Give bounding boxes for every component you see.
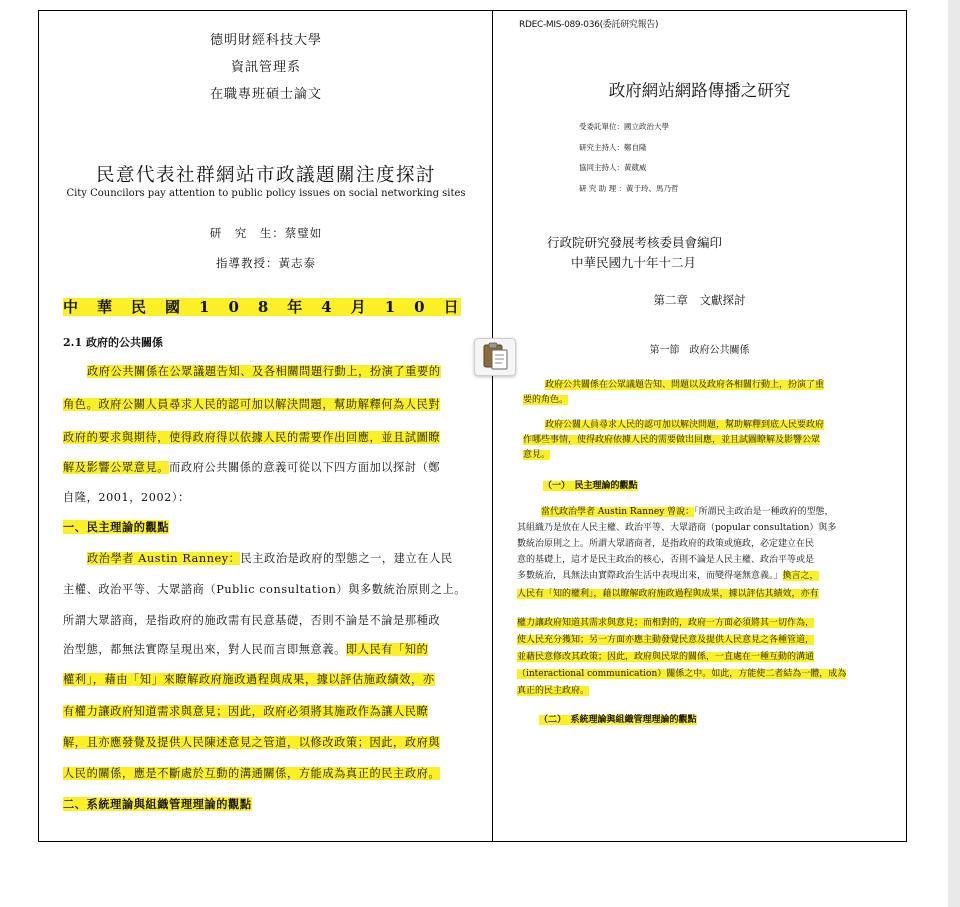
thesis-date: 中 華 民 國 1 0 8 年 4 月 1 0 日 xyxy=(63,298,461,316)
student-name: 研 究 生：蔡璧如 xyxy=(209,226,323,240)
body-line: 人民有「知的權利」，藉以瞭解政府施政過程與成果，據以評估其績效，亦有 xyxy=(517,589,819,599)
section-heading: 第一節 政府公共關係 xyxy=(649,345,750,356)
right-document-page xyxy=(492,10,907,842)
body-line: 角色。政府公關人員尋求人民的認可加以解決問題，幫助解釋何為人民對 xyxy=(63,398,441,411)
body-line: 其組織乃是放在人民主權、政治平等、大眾諮商（popular consultation）與多 xyxy=(517,523,837,533)
report-id: RDEC-MIS-089-036(委託研究報告) xyxy=(519,20,659,30)
body-line: 意的基礎上，這才是民主政治的核心，否則不論是人民主權、政治平等或是 xyxy=(517,555,815,565)
subsection-heading: （一） 民主理論的觀點 xyxy=(543,481,638,491)
credit-line: 研究主持人：鄭自隆 xyxy=(579,143,647,152)
advisor-name: 指導教授：黃志泰 xyxy=(216,256,316,270)
body-line: 真正的民主政府。 xyxy=(517,686,590,696)
body-line: 多數統治，具無法由實際政治生活中表現出來，而變得毫無意義。」換言之， xyxy=(517,571,819,581)
thesis-title-zh: 民意代表社群網站市政議題關注度探討 xyxy=(95,165,436,186)
body-line: 權利」，藉由「知」來瞭解政府施政過程與成果，據以評估施政績效，亦 xyxy=(63,673,435,686)
body-line: 當代政治學者 Austin Ranney 曾說：「所謂民主政治是一種政府的型態， xyxy=(541,507,834,517)
body-line: 要的角色。 xyxy=(523,395,569,405)
section-heading: 2.1 政府的公共關係 xyxy=(63,336,163,349)
body-line: （interactional communication）關係之中。如此，方能使二者結為一體，成為 xyxy=(517,669,847,679)
body-line: 權力讓政府知道其需求與意見；而相對的，政府一方面必須將其一切作為， xyxy=(517,618,815,628)
body-line: 所謂大眾諮商，是指政府的施政需有民意基礎，否則不論是不論是那種政 xyxy=(63,614,441,627)
body-line: 主權、政治平等、大眾諮商（Public consultation）與多數統治原則之上。 xyxy=(63,583,467,596)
department-name: 資訊管理系 xyxy=(230,60,301,75)
body-line: 解，且亦應發覺及提供人民陳述意見之管道，以修改政策；因此，政府與 xyxy=(63,736,441,749)
body-line: 自隆，2001，2002）： xyxy=(63,491,190,504)
publisher: 行政院研究發展考核委員會編印 xyxy=(547,235,723,250)
body-line: 有權力讓政府知道需求與意見；因此，政府必須將其施政作為讓人民瞭 xyxy=(63,705,429,718)
publication-date: 中華民國九十年十二月 xyxy=(571,255,697,270)
body-line: 數統治原則之上。所謂大眾諮商者，是指政府的政策或施政，必定建立在民 xyxy=(517,539,815,549)
body-line: 政府公關人員尋求人民的認可加以解決問題，幫助解釋到底人民要政府 xyxy=(545,420,825,430)
credit-line: 研 究 助 理 ：黃于玲、馬乃哲 xyxy=(579,184,679,193)
credit-line: 協同主持人：黃葳威 xyxy=(579,163,647,172)
subsection-heading: 一、民主理論的觀點 xyxy=(63,520,170,534)
report-title: 政府網站網路傳播之研究 xyxy=(608,81,791,100)
degree-label: 在職專班碩士論文 xyxy=(209,87,322,102)
thesis-title-en: City Councilors pay attention to public policy issues on social networking sites xyxy=(66,188,466,199)
subsection-heading: 二、系統理論與組織管理理論的觀點 xyxy=(63,797,252,811)
body-line: 政治學者 Austin Ranney：民主政治是政府的型態之一，建立在人民 xyxy=(87,552,453,565)
clipboard-icon[interactable] xyxy=(474,338,516,376)
vertical-scrollbar[interactable] xyxy=(948,0,960,907)
body-line: 政府公共關係在公眾議題告知、問題以及政府各相關行動上，扮演了重 xyxy=(545,380,825,390)
body-line: 人民的關係，應是不斷處於互動的溝通關係，方能成為真正的民主政府。 xyxy=(63,767,441,780)
credit-line: 受委託單位：國立政治大學 xyxy=(579,122,669,131)
body-line: 政府的要求與期待，使得政府得以依據人民的需要作出回應，並且試圖瞭 xyxy=(63,431,441,444)
body-line: 治型態，都無法實際呈現出來，對人民而言即無意義。即人民有「知的 xyxy=(63,643,429,656)
school-name: 德明財經科技大學 xyxy=(209,33,322,48)
chapter-heading: 第二章 文獻探討 xyxy=(653,293,746,307)
body-line: 政府公共關係在公眾議題告知、及各相關問題行動上，扮演了重要的 xyxy=(87,365,441,378)
body-line: 使人民充分獲知；另一方面亦應主動發覺民意及提供人民意見之各種管道， xyxy=(517,635,815,645)
left-document-page xyxy=(38,10,494,842)
body-line: 解及影響公眾意見。而政府公共關係的意義可從以下四方面加以探討（鄭 xyxy=(63,461,441,474)
subsection-heading: （二） 系統理論與組織管理理論的觀點 xyxy=(539,715,697,725)
body-line: 作哪些事情，使得政府依據人民的需要做出回應，並且試圖瞭解及影響公眾 xyxy=(523,435,821,445)
body-line: 意見。 xyxy=(523,450,551,460)
body-line: 並藉民意修改其政策；因此，政府與民眾的關係，一直處在一種互動的溝通 xyxy=(517,652,815,662)
